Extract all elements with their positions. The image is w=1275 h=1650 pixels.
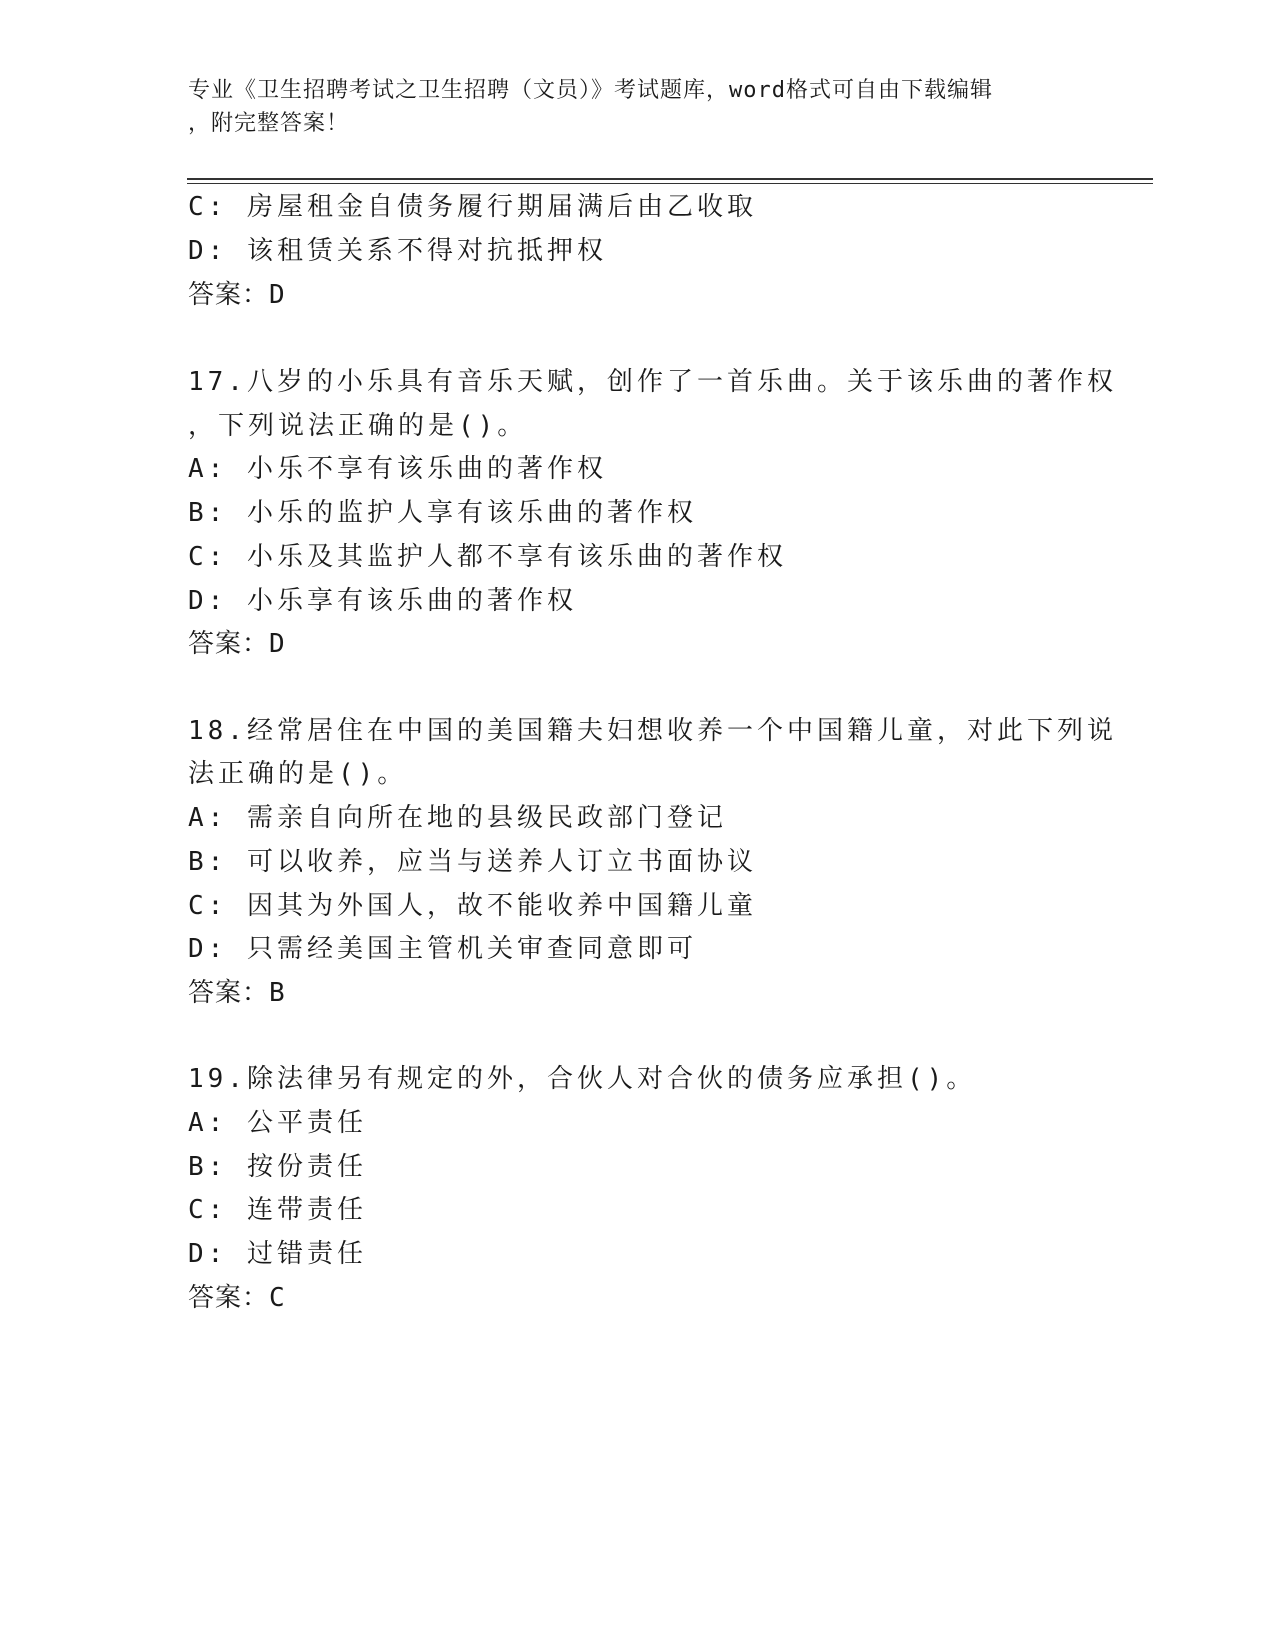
q19-option-c: C: 连带责任 bbox=[188, 1195, 367, 1225]
header-line-1: 专业《卫生招聘考试之卫生招聘（文员）》考试题库，word格式可自由下载编辑 bbox=[188, 78, 993, 103]
q18-option-b: B: 可以收养，应当与送养人订立书面协议 bbox=[188, 847, 757, 877]
q18-option-a: A: 需亲自向所在地的县级民政部门登记 bbox=[188, 803, 727, 833]
page-header bbox=[188, 74, 1068, 140]
q17-stem-line-1: 17.八岁的小乐具有音乐天赋，创作了一首乐曲。关于该乐曲的著作权 bbox=[188, 367, 1117, 397]
q17-option-d: D: 小乐享有该乐曲的著作权 bbox=[188, 586, 577, 616]
q18-answer: 答案：B bbox=[188, 978, 286, 1008]
q18-stem-line-2: 法正确的是()。 bbox=[188, 759, 408, 789]
q19-stem-line-1: 19.除法律另有规定的外，合伙人对合伙的债务应承担()。 bbox=[188, 1064, 977, 1094]
q18-option-c: C: 因其为外国人，故不能收养中国籍儿童 bbox=[188, 891, 757, 921]
q17-option-b: B: 小乐的监护人享有该乐曲的著作权 bbox=[188, 498, 697, 528]
q17-option-c: C: 小乐及其监护人都不享有该乐曲的著作权 bbox=[188, 542, 787, 572]
q17-option-a: A: 小乐不享有该乐曲的著作权 bbox=[188, 454, 607, 484]
q17-answer: 答案：D bbox=[188, 629, 286, 659]
q17-stem-line-2: ，下列说法正确的是()。 bbox=[188, 411, 528, 441]
q18-option-d: D: 只需经美国主管机关审查同意即可 bbox=[188, 934, 697, 964]
q18-stem-line-1: 18.经常居住在中国的美国籍夫妇想收养一个中国籍儿童，对此下列说 bbox=[188, 716, 1117, 746]
header-divider-thin bbox=[187, 183, 1153, 184]
q16-answer: 答案：D bbox=[188, 280, 286, 310]
q19-option-a: A: 公平责任 bbox=[188, 1108, 367, 1138]
header-line-2: ，附完整答案！ bbox=[188, 111, 350, 136]
q19-answer: 答案：C bbox=[188, 1283, 286, 1313]
q19-option-d: D: 过错责任 bbox=[188, 1239, 367, 1269]
q16-option-d: D: 该租赁关系不得对抗抵押权 bbox=[188, 236, 607, 266]
q19-option-b: B: 按份责任 bbox=[188, 1152, 367, 1182]
q16-option-c: C: 房屋租金自债务履行期届满后由乙收取 bbox=[188, 192, 757, 222]
header-divider-thick bbox=[187, 178, 1153, 180]
